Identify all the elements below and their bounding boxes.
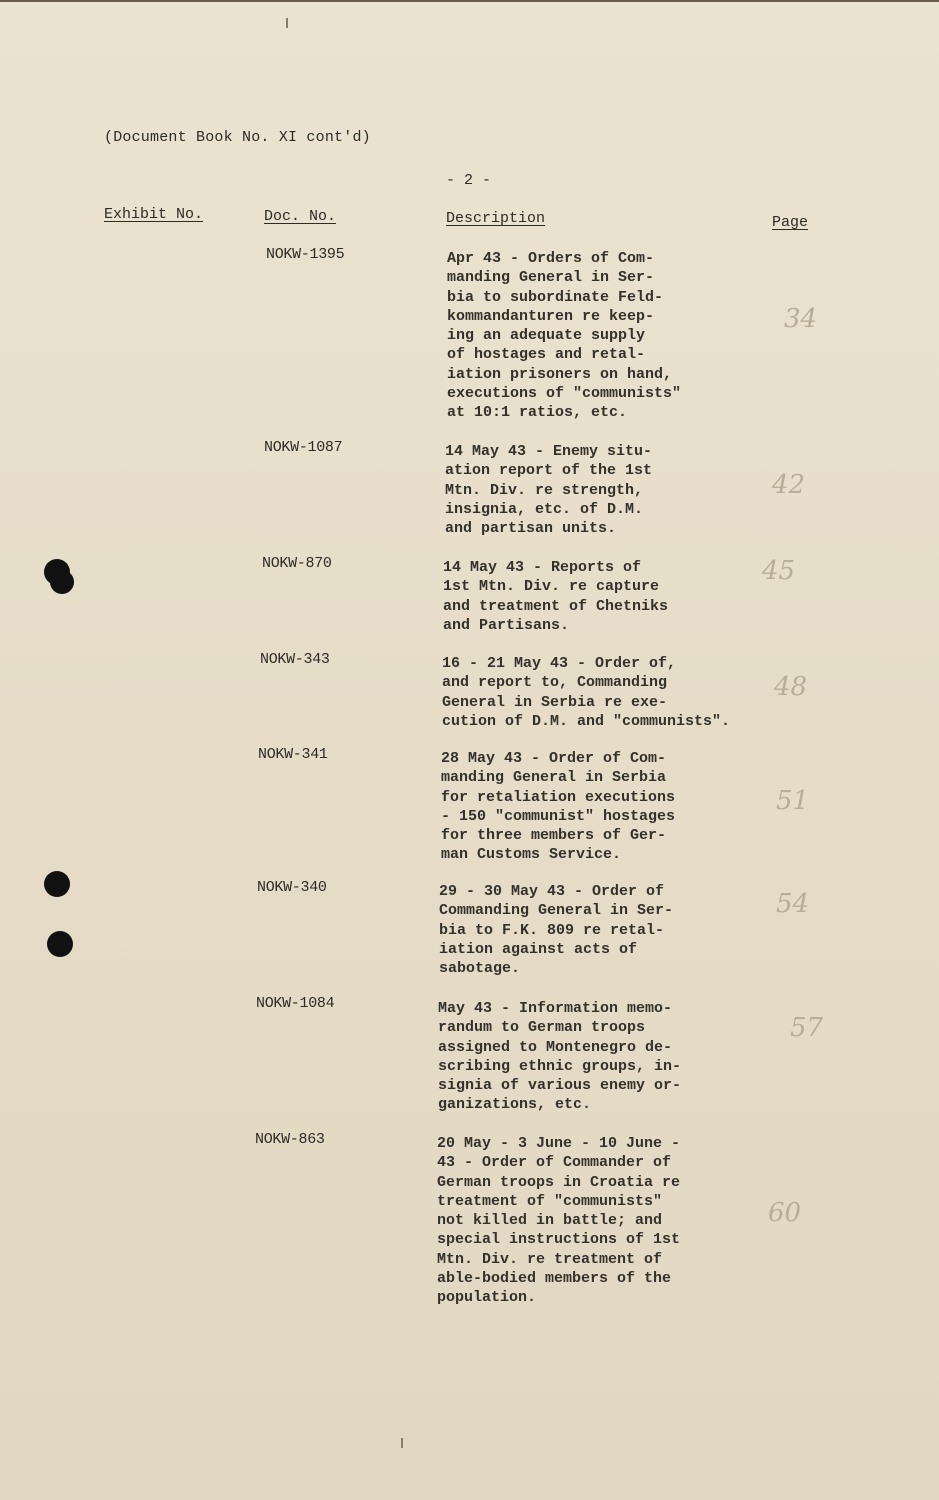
entry-description: 29 - 30 May 43 - Order of Commanding General in Ser- bia to F.K. 809 re retal- iation against acts of sabotage. (439, 883, 674, 978)
column-header-doc: Doc. No. (264, 208, 337, 225)
column-header-exhibit: Exhibit No. (104, 206, 204, 223)
page-number: - 2 - (446, 172, 492, 189)
entry-description: 16 - 21 May 43 - Order of, and report to, Commanding General in Serbia re exe- cution of D.M. and "communists". (442, 655, 731, 730)
entry-description: 20 May - 3 June - 10 June - 43 - Order of Commander of German troops in Croatia re treatment of "communists" not killed in battle; and special instructions of 1st Mtn. Div. re treatment of able-bodied members of the population. (437, 1135, 681, 1307)
entry-description: 28 May 43 - Order of Com- manding General in Serbia for retaliation executions - 150 "communist" hostages for three members of Ger- man Customs Service. (441, 750, 676, 864)
column-header-description: Description (446, 210, 546, 227)
punch-hole (50, 570, 74, 594)
entry-doc-no: NOKW-1395 (266, 246, 345, 263)
entry-description: 14 May 43 - Enemy situ- ation report of the 1st Mtn. Div. re strength, insignia, etc. of D.M. and partisan units. (445, 443, 653, 538)
entry-doc-no: NOKW-1087 (264, 439, 343, 456)
document-book-note: (Document Book No. XI cont'd) (104, 129, 371, 146)
entry-page: 60 (768, 1198, 802, 1228)
entry-page: 57 (790, 1013, 824, 1043)
entry-doc-no: NOKW-340 (257, 879, 327, 896)
entry-page: 34 (784, 304, 818, 334)
entry-page: 42 (772, 470, 806, 500)
entry-doc-no: NOKW-341 (258, 746, 328, 763)
punch-hole (44, 871, 70, 897)
entry-description: May 43 - Information memo- randum to German troops assigned to Montenegro de- scribing ethnic groups, in- signia of various enemy or- ganizations, etc. (438, 1000, 682, 1114)
entry-page: 51 (776, 786, 810, 816)
entry-doc-no: NOKW-863 (255, 1131, 325, 1148)
column-header-page: Page (772, 214, 809, 231)
punch-hole (47, 931, 73, 957)
paper-mark (286, 18, 288, 28)
entry-doc-no: NOKW-1084 (256, 995, 335, 1012)
paper-mark (401, 1438, 403, 1448)
entry-page: 48 (774, 672, 808, 702)
entry-page: 54 (776, 889, 810, 919)
entry-description: 14 May 43 - Reports of 1st Mtn. Div. re capture and treatment of Chetniks and Partisans. (443, 559, 669, 634)
entry-description: Apr 43 - Orders of Com- manding General in Ser- bia to subordinate Feld- kommandanturen re keep- ing an adequate supply of hostages and retal- iation prisoners on hand, executions of "communists" at 10:1 ratios, etc. (447, 250, 682, 422)
entry-doc-no: NOKW-343 (260, 651, 330, 668)
entry-page: 45 (762, 556, 796, 586)
entry-doc-no: NOKW-870 (262, 555, 332, 572)
